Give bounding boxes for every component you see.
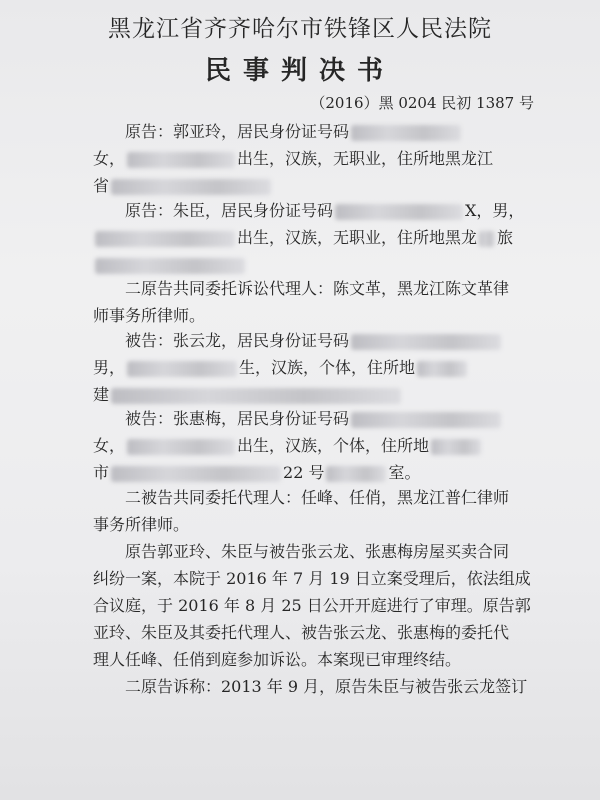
redacted-id-number (351, 125, 461, 141)
defendant-1-paragraph (93, 327, 513, 408)
redacted-birth-date (127, 152, 235, 168)
plaintiff-1-details: 出生，汉族，无职业，住所地黑龙江 (237, 149, 494, 168)
plaintiffs-agent-line-2: 师事务所律师。 (93, 306, 206, 325)
redacted-address-part (417, 361, 467, 377)
plaintiffs-claim-line-1: 二原告诉称：2013 年 9 月，原告朱臣与被告张云龙签订 (125, 677, 528, 696)
redacted-address-part (479, 231, 495, 247)
redacted-birth-date (127, 439, 235, 455)
plaintiff-2-paragraph (93, 197, 525, 278)
defendants-agent-line-1: 二被告共同委托代理人：任峰、任俏，黑龙江普仁律师 (125, 488, 510, 507)
plaintiff-2-id-label: 原告：朱臣，居民身份证号码 (125, 201, 334, 220)
document-title: 民事判决书 (204, 56, 395, 86)
case-summary-line-2: 纠纷一案，本院于 2016 年 7 月 19 日立案受理后，依法组成 (93, 569, 531, 588)
plaintiff-2-address-fragment: 旅 (497, 228, 514, 247)
case-summary-line-4: 亚玲、朱臣及其委托代理人、被告张云龙、张惠梅的委托代 (93, 623, 510, 642)
plaintiff-1-id-label: 原告：郭亚玲，居民身份证号码 (125, 122, 350, 141)
redacted-address-part (431, 439, 481, 455)
redacted-address (111, 388, 401, 404)
plaintiff-2-gender: X，男， (465, 201, 525, 220)
redacted-address (111, 466, 281, 482)
defendant-2-address-number: 22 号 (283, 463, 325, 482)
redacted-address (95, 258, 245, 274)
redacted-id-number (335, 204, 463, 220)
defendant-2-details: 出生，汉族，个体，住所地 (237, 436, 430, 455)
plaintiffs-claim-paragraph (93, 673, 528, 700)
defendant-2-gender: 女， (93, 436, 126, 455)
redacted-address (111, 179, 271, 195)
defendant-1-address-prefix: 建 (93, 385, 110, 404)
defendant-2-paragraph (93, 405, 513, 486)
redacted-id-number (351, 334, 501, 350)
plaintiff-1-paragraph (93, 118, 513, 199)
defendant-1-id-label: 被告：张云龙，居民身份证号码 (125, 331, 350, 350)
defendant-2-address-prefix: 市 (93, 463, 110, 482)
redacted-birth-date (95, 231, 235, 247)
defendants-agent-line-2: 事务所律师。 (93, 515, 190, 534)
case-number: （2016）黑 0204 民初 1387 号 (310, 94, 534, 112)
case-summary-line-5: 理人任峰、任俏到庭参加诉讼。本案现已审理终结。 (93, 650, 462, 669)
plaintiffs-agent-line-1: 二原告共同委托诉讼代理人：陈文革，黑龙江陈文革律 (125, 279, 510, 298)
defendants-agent-paragraph (93, 484, 513, 538)
defendant-1-gender: 男， (93, 358, 126, 377)
case-summary-line-3: 合议庭，于 2016 年 8 月 25 日公开开庭进行了审理。原告郭 (93, 596, 531, 615)
court-name: 黑龙江省齐齐哈尔市铁锋区人民法院 (108, 16, 492, 42)
redacted-id-number (351, 412, 501, 428)
plaintiff-2-details: 出生，汉族，无职业，住所地黑龙 (237, 228, 478, 247)
defendant-2-id-label: 被告：张惠梅，居民身份证号码 (125, 409, 350, 428)
redacted-birth-date (127, 361, 237, 377)
defendant-2-address-suffix: 室。 (388, 463, 421, 482)
case-summary-paragraph (93, 538, 531, 673)
defendant-1-details: 生，汉族，个体，住所地 (239, 358, 416, 377)
case-summary-line-1: 原告郭亚玲、朱臣与被告张云龙、张惠梅房屋买卖合同 (125, 542, 510, 561)
plaintiffs-agent-paragraph (93, 275, 513, 329)
plaintiff-1-address-prefix: 省 (93, 176, 110, 195)
redacted-address-unit (326, 466, 386, 482)
plaintiff-1-gender: 女， (93, 149, 126, 168)
